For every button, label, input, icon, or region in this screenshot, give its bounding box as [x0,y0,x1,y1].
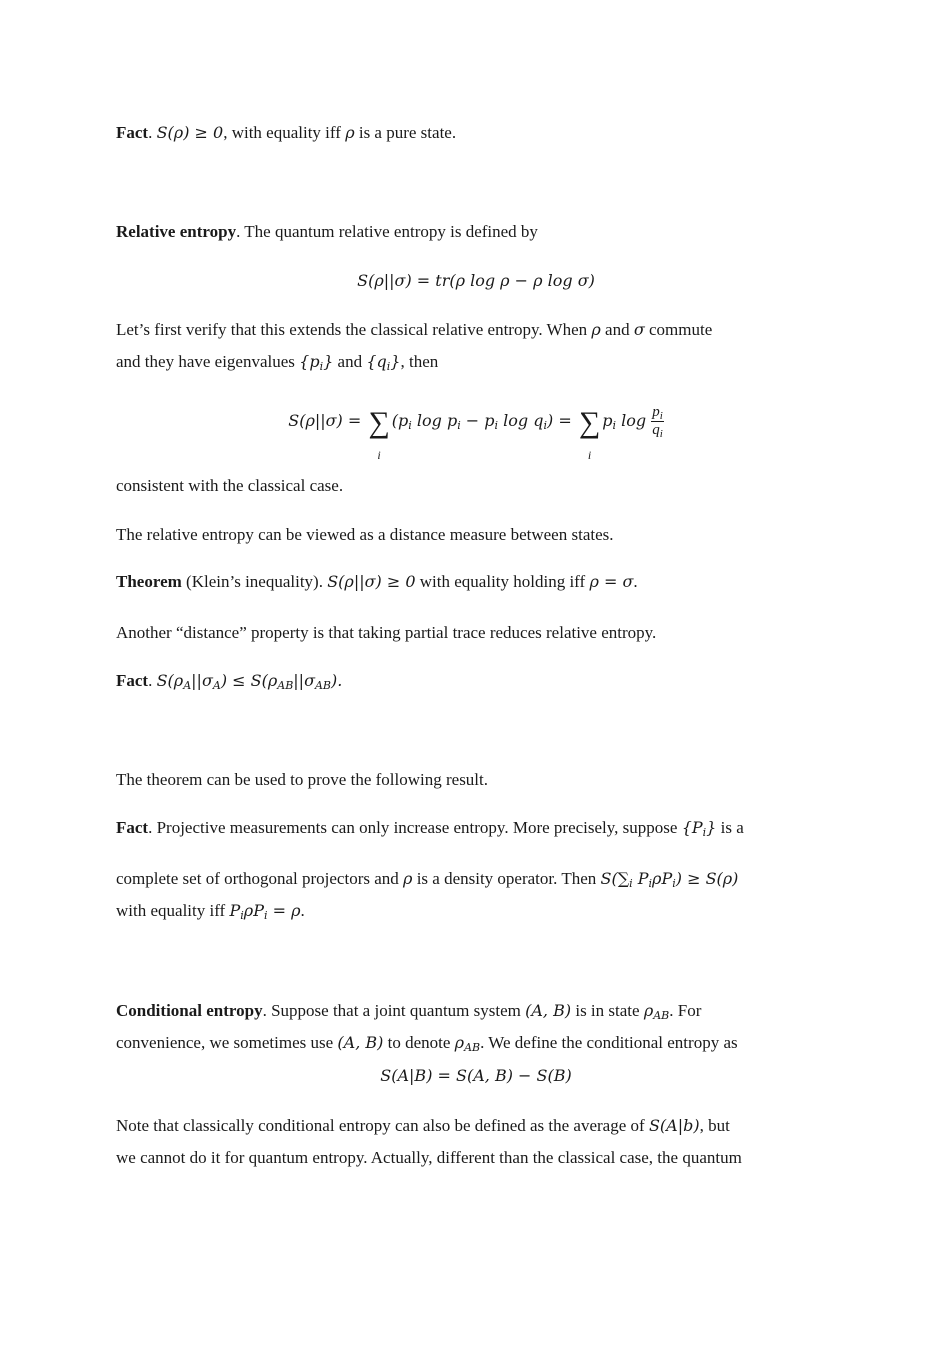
klein-theorem: Theorem (Klein’s inequality). S(ρ||σ) ≥ 0 with equality holding iff ρ = σ. [116,572,638,591]
fact-projective-line2: complete set of orthogonal projectors and ρ is a density operator. Then $S(\sum_i$ $P_i\rho P_i) \ge S(\rho)$ [116,869,739,890]
classical-check-line2: and they have eigenvalues $\{p_i\}$ and $\{q_i\}$, then [116,352,439,373]
conditional-entropy-line1: Conditional entropy. Suppose that a joint quantum system (A, B) is in state $\rho_{AB}$. For [116,1001,702,1022]
classical-check-line1: Let’s first verify that this extends the classical relative entropy. When ρ and σ commute [116,320,713,339]
fact-projective-line3: with equality iff $P_i\rho P_i = \rho$. [116,901,305,922]
distance-note: The relative entropy can be viewed as a distance measure between states. [116,525,614,544]
classical-relative-entropy-equation: S(ρ||σ) = ∑ i ($p_i$ $\log p_i - p_i$ $\log q_i$) = ∑ i $p_i$ log $\frac{p_i}{q_i}$ [288,404,663,462]
section-heading: Conditional entropy [116,1001,263,1020]
theorem-use-note: The theorem can be used to prove the following result. [116,770,488,789]
fact-label: Fact [116,671,149,690]
conditional-entropy-line2: convenience, we sometimes use (A, B) to denote $\rho_{AB}$. We define the conditional entropy as [116,1033,738,1054]
theorem-label: Theorem [116,572,182,591]
summation-symbol: ∑ i [368,406,390,462]
partial-trace-note: Another “distance” property is that taking partial trace reduces relative entropy. [116,623,657,642]
fact-label: Fact [116,123,149,142]
fact-partial-trace: Fact. $S(\rho_A||\sigma_A) \le S(\rho_{AB}||\sigma_{AB})$. [116,671,343,692]
summation-symbol: ∑ i [578,406,601,462]
relative-entropy-intro: Relative entropy. The quantum relative entropy is defined by [116,222,538,241]
classical-consistency: consistent with the classical case. [116,476,344,495]
fact-projective-line1: Fact. Projective measurements can only increase entropy. More precisely, suppose $\{P_i\}$ is a [116,818,744,839]
fact-label: Fact [116,818,149,837]
note-line2: we cannot do it for quantum entropy. Actually, different than the classical case, the quantum [116,1148,742,1167]
entropy-inequality: S(ρ) ≥ 0 [156,123,224,142]
fact-pure-state: Fact. S(ρ) ≥ 0, with equality iff ρ is a pure state. [116,123,457,142]
relative-entropy-definition: S(ρ||σ) = tr(ρ log ρ − ρ log σ) [357,271,595,290]
section-heading: Relative entropy [116,222,237,241]
fraction: $\frac{p_i}{q_i}$ [652,404,663,441]
note-line1: Note that classically conditional entropy can also be defined as the average of S(A|b), but [116,1116,730,1135]
conditional-entropy-definition: S(A|B) = S(A, B) − S(B) [380,1066,572,1085]
